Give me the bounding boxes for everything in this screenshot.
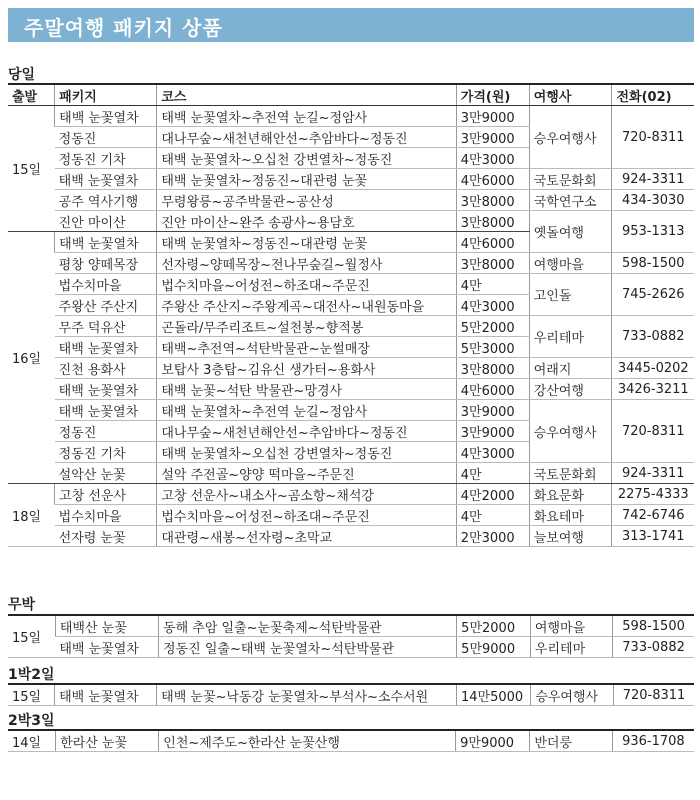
agency-cell: 여행마을	[530, 615, 612, 637]
price-cell: 2만3000	[456, 526, 529, 547]
package-cell: 주왕산 주산지	[55, 295, 157, 316]
overnight-table	[8, 614, 694, 658]
course-cell: 태백 눈꽃열차~오십천 강변열차~정동진	[157, 148, 456, 169]
departure-date: 15일	[8, 684, 55, 706]
price-cell: 14만5000	[457, 684, 531, 706]
phone-cell: 745-2626	[612, 274, 694, 316]
phone-cell: 720-8311	[612, 106, 694, 169]
package-cell: 설악산 눈꽃	[55, 463, 157, 484]
price-cell: 4만	[456, 463, 529, 484]
table-row	[8, 211, 694, 232]
phone-cell: 742-6746	[612, 505, 694, 526]
price-cell: 4만6000	[456, 232, 529, 253]
agency-cell: 승우여행사	[531, 684, 614, 706]
course-cell: 법수치마을~어성전~하조대~주문진	[157, 505, 456, 526]
course-cell: 보탑사 3층탑~김유신 생가터~용화사	[157, 358, 456, 379]
phone-cell: 313-1741	[612, 526, 694, 547]
course-cell: 태백 눈꽃열차~추전역 눈길~정암사	[157, 106, 456, 127]
price-cell: 9만9000	[456, 730, 530, 752]
phone-cell: 598-1500	[612, 253, 694, 274]
price-cell: 4만2000	[456, 484, 529, 505]
package-cell: 태백 눈꽃열차	[55, 337, 157, 358]
phone-cell: 3445-0202	[612, 358, 694, 379]
package-cell: 태백 눈꽃열차	[55, 232, 157, 253]
package-cell: 정동진 기차	[55, 442, 157, 463]
package-cell: 무주 덕유산	[55, 316, 157, 337]
table-row	[8, 379, 694, 400]
phone-cell: 733-0882	[613, 637, 694, 658]
course-cell: 정동진 일출~태백 눈꽃열차~석탄박물관	[159, 637, 457, 658]
package-cell: 정동진 기차	[55, 148, 157, 169]
package-cell: 법수치마을	[55, 505, 157, 526]
table-row	[8, 316, 694, 337]
price-cell: 5만2000	[457, 615, 531, 637]
table-row	[8, 730, 694, 752]
table-row	[8, 358, 694, 379]
table-row	[8, 526, 694, 547]
package-cell: 법수치마을	[55, 274, 157, 295]
agency-cell: 우리테마	[529, 316, 612, 358]
phone-cell: 3426-3211	[612, 379, 694, 400]
table-row	[8, 615, 694, 637]
section-2n3d: 2박3일	[8, 713, 55, 729]
price-cell: 3만8000	[456, 211, 529, 232]
price-cell: 3만9000	[456, 421, 529, 442]
package-cell: 고창 선운사	[55, 484, 157, 505]
section-1n2d: 1박2일	[8, 667, 55, 683]
agency-cell: 여래지	[529, 358, 612, 379]
phone-cell: 434-3030	[612, 190, 694, 211]
price-cell: 4만	[456, 505, 529, 526]
course-cell: 주왕산 주산지~주왕계곡~대전사~내원동마을	[157, 295, 456, 316]
package-cell: 태백 눈꽃열차	[55, 169, 157, 190]
agency-cell: 고인돌	[529, 274, 612, 316]
table-row	[8, 169, 694, 190]
phone-cell: 924-3311	[612, 463, 694, 484]
agency-cell: 반더룽	[530, 730, 612, 752]
price-cell: 5만2000	[456, 316, 529, 337]
table-row	[8, 106, 694, 127]
table-row	[8, 637, 694, 658]
price-cell: 3만8000	[456, 190, 529, 211]
course-cell: 대나무숲~새천년해안선~추암바다~정동진	[157, 127, 456, 148]
package-cell: 태백 눈꽃열차	[55, 637, 158, 658]
title-banner	[8, 8, 694, 42]
price-cell: 5만3000	[456, 337, 529, 358]
agency-cell: 승우여행사	[529, 400, 612, 463]
section-overnight: 무박	[8, 597, 36, 613]
day-trip-table	[8, 83, 694, 547]
price-cell: 4만3000	[456, 442, 529, 463]
phone-cell: 2275-4333	[612, 484, 694, 505]
phone-cell: 936-1708	[612, 730, 694, 752]
course-cell: 인천~제주도~한라산 눈꽃산행	[159, 730, 456, 752]
course-cell: 법수치마을~어성전~하조대~주문진	[157, 274, 456, 295]
table-row	[8, 190, 694, 211]
package-cell: 평창 양떼목장	[55, 253, 157, 274]
agency-cell: 화요문화	[529, 484, 612, 505]
agency-cell: 여행마을	[529, 253, 612, 274]
price-cell: 4만6000	[456, 379, 529, 400]
agency-cell: 국학연구소	[529, 190, 612, 211]
price-cell: 3만8000	[456, 253, 529, 274]
phone-cell: 598-1500	[613, 615, 694, 637]
course-cell: 태백~추전역~석탄박물관~눈썰매장	[157, 337, 456, 358]
agency-cell: 화요테마	[529, 505, 612, 526]
package-cell: 진천 용화사	[55, 358, 157, 379]
course-cell: 설악 주전골~양양 떡마을~주문진	[157, 463, 456, 484]
course-cell: 태백 눈꽃열차~오십천 강변열차~정동진	[157, 442, 456, 463]
page-title: 주말여행 패키지 상품	[24, 16, 223, 40]
departure-date: 14일	[8, 730, 56, 752]
agency-cell: 강산여행	[529, 379, 612, 400]
package-cell: 한라산 눈꽃	[56, 730, 159, 752]
table-header-row	[8, 84, 694, 106]
course-cell: 태백 눈꽃~낙동강 눈꽃열차~부석사~소수서원	[157, 684, 457, 706]
price-cell: 4만3000	[456, 295, 529, 316]
course-cell: 곤돌라/무주리조트~설천봉~향적봉	[157, 316, 456, 337]
table-row	[8, 463, 694, 484]
header-package: 패키지	[55, 84, 157, 106]
package-cell: 공주 역사기행	[55, 190, 157, 211]
course-cell: 선자령~양떼목장~전나무숲길~월정사	[157, 253, 456, 274]
price-cell: 3만9000	[456, 400, 529, 421]
course-cell: 태백 눈꽃열차~추전역 눈길~정암사	[157, 400, 456, 421]
table-row	[8, 484, 694, 505]
package-cell: 태백 눈꽃열차	[55, 684, 157, 706]
course-cell: 무령왕릉~공주박물관~공산성	[157, 190, 456, 211]
course-cell: 대나무숲~새천년해안선~추암바다~정동진	[157, 421, 456, 442]
header-price: 가격(원)	[456, 84, 529, 106]
package-cell: 태백 눈꽃열차	[55, 400, 157, 421]
phone-cell: 720-8311	[613, 684, 694, 706]
price-cell: 4만	[456, 274, 529, 295]
departure-date: 16일	[8, 232, 55, 484]
package-cell: 선자령 눈꽃	[55, 526, 157, 547]
price-cell: 5만9000	[457, 637, 531, 658]
course-cell: 대관령~새봉~선자령~초막교	[157, 526, 456, 547]
table-row	[8, 274, 694, 295]
package-cell: 태백산 눈꽃	[55, 615, 158, 637]
phone-cell: 953-1313	[612, 211, 694, 253]
section-day-trip: 당일	[8, 67, 36, 83]
course-cell: 태백 눈꽃열차~정동진~대관령 눈꽃	[157, 169, 456, 190]
package-cell: 태백 눈꽃열차	[55, 106, 157, 127]
package-cell: 태백 눈꽃열차	[55, 379, 157, 400]
course-cell: 태백 눈꽃~석탄 박물관~망경사	[157, 379, 456, 400]
table-row	[8, 684, 694, 706]
agency-cell: 국토문화회	[529, 169, 612, 190]
price-cell: 4만3000	[456, 148, 529, 169]
price-cell: 3만9000	[456, 127, 529, 148]
price-cell: 4만6000	[456, 169, 529, 190]
course-cell: 고창 선운사~내소사~곰소항~채석강	[157, 484, 456, 505]
departure-date: 15일	[8, 615, 55, 658]
course-cell: 동해 추암 일출~눈꽃축제~석탄박물관	[159, 615, 457, 637]
package-cell: 정동진	[55, 127, 157, 148]
header-departure: 출발	[8, 84, 55, 106]
phone-cell: 720-8311	[612, 400, 694, 463]
1n2d-table	[8, 683, 694, 706]
phone-cell: 733-0882	[612, 316, 694, 358]
departure-date: 15일	[8, 106, 55, 232]
price-cell: 3만8000	[456, 358, 529, 379]
header-phone: 전화(02)	[612, 84, 694, 106]
package-cell: 진안 마이산	[55, 211, 157, 232]
phone-cell: 924-3311	[612, 169, 694, 190]
table-row	[8, 505, 694, 526]
price-cell: 3만9000	[456, 106, 529, 127]
table-row	[8, 400, 694, 421]
agency-cell: 승우여행사	[529, 106, 612, 169]
course-cell: 진안 마이산~완주 송광사~용담호	[157, 211, 456, 232]
agency-cell: 옛돌여행	[529, 211, 612, 253]
header-agency: 여행사	[529, 84, 612, 106]
agency-cell: 우리테마	[530, 637, 612, 658]
package-cell: 정동진	[55, 421, 157, 442]
agency-cell: 늘보여행	[529, 526, 612, 547]
table-row	[8, 253, 694, 274]
header-course: 코스	[157, 84, 456, 106]
agency-cell: 국토문화회	[529, 463, 612, 484]
departure-date: 18일	[8, 484, 55, 547]
2n3d-table	[8, 729, 694, 752]
course-cell: 태백 눈꽃열차~정동진~대관령 눈꽃	[157, 232, 456, 253]
